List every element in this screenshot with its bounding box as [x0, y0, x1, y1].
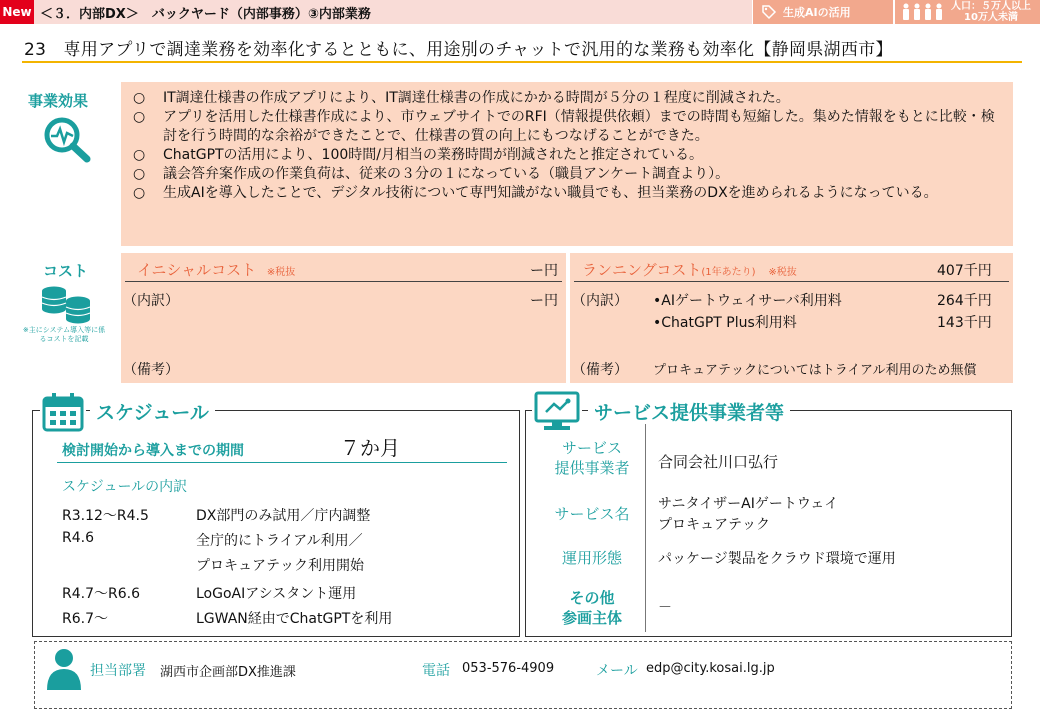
tag-ai-label: 生成AIの活用 — [783, 6, 851, 19]
running-cost-title: ランニングコスト(1年あたり) ※税抜 — [582, 261, 797, 279]
provider-label-operation: 運用形態 — [561, 549, 622, 567]
running-item-value: 264千円 — [937, 293, 992, 309]
cost-note: ※主にシステム導入等に係るコストを記載 — [22, 326, 106, 343]
dept-value: 湖西市企画部DX推進課 — [160, 665, 296, 680]
running-breakdown-label: （内訳） — [572, 293, 628, 309]
running-remarks-label: （備考） — [572, 362, 628, 378]
schedule-divider — [57, 462, 507, 463]
running-divider — [574, 281, 1009, 282]
period-value: ７か月 — [340, 436, 400, 460]
schedule-desc: 全庁的にトライアル利用／ — [196, 533, 363, 549]
effect-item: ○ ChatGPTの活用により、100時間/月相当の業務時間が削減されたと推定されている。 — [133, 146, 1001, 165]
monitor-icon — [532, 390, 582, 432]
provider-operation: パッケージ製品をクラウド環境で運用 — [658, 551, 896, 567]
magnifier-icon — [42, 115, 94, 163]
tag-generative-ai — [753, 0, 893, 24]
calendar-icon — [40, 392, 86, 432]
provider-label-company: サービス 提供事業者 — [554, 439, 630, 477]
breadcrumb: ＜３．内部DX＞ バックヤード（内部事務）③内部業務 — [40, 7, 371, 22]
provider-label-other: その他 参画主体 — [561, 589, 622, 627]
schedule-date: R3.12～R4.5 — [62, 508, 149, 524]
provider-column-divider — [645, 424, 646, 632]
provider-label-service: サービス名 — [554, 505, 630, 523]
tag-population — [895, 0, 1040, 24]
schedule-desc: LoGoAIアシスタント運用 — [196, 586, 357, 602]
provider-service-2: プロキュアテック — [658, 517, 770, 533]
initial-cost-total: ー円 — [530, 263, 558, 279]
schedule-breakdown-label: スケジュールの内訳 — [62, 479, 188, 495]
schedule-desc: DX部門のみ試用／庁内調整 — [196, 508, 371, 524]
initial-divider — [125, 281, 562, 282]
phone-label: 電話 — [422, 663, 450, 679]
initial-cost-title: イニシャルコスト ※税抜 — [137, 261, 296, 279]
provider-company: 合同会社川口弘行 — [658, 453, 779, 471]
schedule-date: R4.6 — [62, 530, 94, 546]
running-item-value: 143千円 — [937, 315, 992, 331]
dept-label: 担当部署 — [90, 663, 146, 679]
schedule-desc: プロキュアテック利用開始 — [196, 558, 364, 574]
schedule-date: R4.7～R6.6 — [62, 586, 140, 602]
cost-label: コスト — [43, 262, 89, 280]
schedule-date: R6.7～ — [62, 611, 108, 627]
person-icon — [44, 647, 84, 691]
initial-breakdown-label: （内訳） — [123, 293, 179, 309]
provider-other: － — [658, 600, 672, 616]
effect-item: ○ IT調達仕様書の作成アプリにより、IT調達仕様書の作成にかかる時間が５分の１程度に削減された。 — [133, 89, 1001, 108]
coins-icon — [38, 285, 94, 325]
effects-box — [121, 82, 1013, 246]
mail-value[interactable]: edp@city.kosai.lg.jp — [646, 661, 775, 676]
effect-item: ○ 議会答弁案作成の作業負荷は、従来の３分の１になっている（職員アンケート調査より）。 — [133, 165, 1001, 184]
mail-label: メール — [596, 663, 638, 679]
people-icon — [901, 3, 947, 21]
tag-pop-line1: 人口：５万人以上 — [951, 1, 1031, 12]
schedule-desc: LGWAN経由でChatGPTを利用 — [196, 611, 393, 627]
running-remarks-value: プロキュアテックについてはトライアル利用のため無償 — [653, 363, 977, 378]
tag-pop-line2: 10万人未満 — [964, 12, 1018, 23]
running-cost-total: 407千円 — [937, 263, 992, 279]
initial-breakdown-value: ー円 — [530, 293, 558, 309]
running-item-name: •ChatGPT Plus利用料 — [653, 315, 797, 331]
provider-service-1: サニタイザーAIゲートウェイ — [658, 496, 839, 512]
effects-label: 事業効果 — [28, 92, 89, 110]
schedule-title: スケジュール — [90, 398, 215, 425]
title-underline — [22, 61, 1022, 63]
period-label: 検討開始から導入までの期間 — [62, 443, 244, 459]
new-badge: New — [0, 0, 34, 24]
effect-item: ○ 生成AIを導入したことで、デジタル技術について専門知識がない職員でも、担当業務のDXを進められるようになっている。 — [133, 184, 1001, 203]
initial-remarks-label: （備考） — [123, 362, 179, 378]
running-item-name: •AIゲートウェイサーバ利用料 — [653, 293, 842, 309]
provider-title: サービス提供事業者等 — [588, 398, 790, 425]
phone-value: 053-576-4909 — [462, 661, 555, 676]
tag-icon — [761, 4, 777, 20]
effect-item: ○ アプリを活用した仕様書作成により、市ウェブサイトでのRFI（情報提供依頼）までの時間も短縮した。集めた情報をもとに比較・検討を行う時間的な余裕ができたことで、仕様書の質の向上にもつなげることができた。 — [133, 108, 1001, 146]
page-title: 23 専用アプリで調達業務を効率化するとともに、用途別のチャットで汎用的な業務も効率化【静岡県湖西市】 — [24, 40, 893, 60]
